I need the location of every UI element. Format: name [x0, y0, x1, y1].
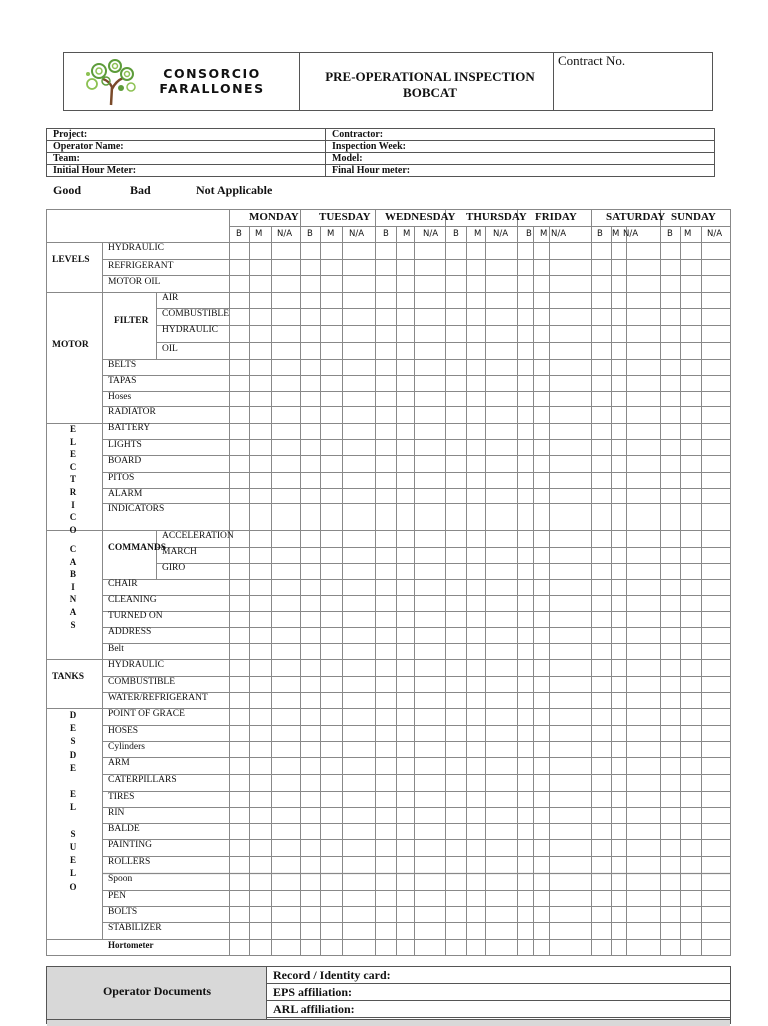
item-balde: BALDE	[108, 824, 140, 834]
sub-header-na: N/A	[493, 229, 509, 239]
category-desde-el-suelo: D E S D E E L S U E L O	[69, 710, 77, 892]
day-thursday: THURSDAY	[466, 211, 527, 223]
item-hoses-motor: Hoses	[108, 392, 132, 402]
operator-documents-label: Operator Documents	[102, 984, 212, 998]
inspection-grid	[46, 209, 731, 956]
item-march: MARCH	[162, 547, 197, 557]
item-filter-oil: OIL	[162, 344, 178, 354]
sub-header-good: B	[236, 229, 242, 239]
team-field[interactable]: Team:	[47, 153, 326, 165]
item-indicators: INDICATORS	[108, 504, 165, 514]
document-header	[63, 52, 713, 111]
sub-header-na: N/A	[551, 229, 567, 239]
item-belt: Belt	[108, 644, 124, 654]
item-filter-combustible: COMBUSTIBLE	[162, 309, 230, 319]
item-turned-on: TURNED ON	[108, 611, 163, 621]
item-tapas: TAPAS	[108, 376, 137, 386]
item-acceleration: ACCELERATION	[162, 531, 234, 541]
category-electrico: E L E C T R I C O	[69, 424, 77, 535]
item-motor-oil: MOTOR OIL	[108, 277, 161, 287]
final-hour-meter-field[interactable]: Final Hour meter:	[326, 165, 715, 177]
operator-documents-footer	[47, 1019, 730, 1026]
item-refrigerant: REFRIGERANT	[108, 261, 174, 271]
day-sunday: SUNDAY	[671, 211, 716, 223]
sub-header-bad: M	[474, 229, 482, 239]
item-lights: LIGHTS	[108, 440, 142, 450]
sub-header-bad: M	[255, 229, 263, 239]
item-chair: CHAIR	[108, 579, 138, 589]
day-saturday: SATURDAY	[606, 211, 666, 223]
item-hydraulic-tank: HYDRAULIC	[108, 660, 164, 670]
eps-affiliation-field[interactable]: EPS affiliation:	[267, 984, 730, 1001]
record-identity-field[interactable]: Record / Identity card:	[267, 967, 730, 984]
item-bolts: BOLTS	[108, 907, 138, 917]
item-alarm: ALARM	[108, 489, 143, 499]
item-rollers: ROLLERS	[108, 857, 151, 867]
item-rin: RIN	[108, 808, 125, 818]
item-cylinders: Cylinders	[108, 742, 145, 752]
item-painting: PAINTING	[108, 840, 152, 850]
category-motor: MOTOR	[52, 340, 89, 350]
company-name: CONSORCIO FARALLONES	[159, 66, 265, 96]
sub-header-na: N/A	[623, 229, 639, 239]
legend-good: Good	[53, 183, 82, 197]
day-monday: MONDAY	[249, 211, 299, 223]
model-field[interactable]: Model:	[326, 153, 715, 165]
sub-header-bad: M	[684, 229, 692, 239]
sub-header-na: N/A	[277, 229, 293, 239]
item-spoon: Spoon	[108, 874, 133, 884]
title-line-2: BOBCAT	[403, 85, 457, 100]
sub-header-good: B	[597, 229, 603, 239]
item-water-refrigerant: WATER/REFRIGERANT	[108, 693, 208, 703]
item-hydraulic-level: HYDRAULIC	[108, 243, 164, 253]
contract-number-label: Contract No.	[558, 53, 626, 68]
item-tires: TIRES	[108, 792, 135, 802]
sub-header-good: B	[307, 229, 313, 239]
item-filter-air: AIR	[162, 293, 179, 303]
category-filter: FILTER	[114, 316, 149, 326]
arl-affiliation-field[interactable]: ARL affiliation:	[267, 1001, 730, 1018]
item-giro: GIRO	[162, 563, 186, 573]
legend-not-applicable: Not Applicable	[196, 183, 273, 197]
item-filter-hydraulic: HYDRAULIC	[162, 325, 218, 335]
initial-hour-meter-field[interactable]: Initial Hour Meter:	[47, 165, 326, 177]
item-belts: BELTS	[108, 360, 137, 370]
day-tuesday: TUESDAY	[319, 211, 371, 223]
operator-documents	[46, 966, 731, 1024]
item-hoses: HOSES	[108, 726, 139, 736]
operator-name-field[interactable]: Operator Name:	[47, 141, 326, 153]
day-friday: FRIDAY	[535, 211, 577, 223]
sub-header-na: N/A	[423, 229, 439, 239]
item-battery: BATTERY	[108, 423, 151, 433]
day-wednesday: WEDNESDAY	[385, 211, 456, 223]
sub-header-na: N/A	[707, 229, 723, 239]
sub-header-good: B	[383, 229, 389, 239]
item-combustible-tank: COMBUSTIBLE	[108, 677, 176, 687]
sub-header-bad: M	[403, 229, 411, 239]
project-field[interactable]: Project:	[47, 129, 326, 141]
company-logo-icon	[81, 57, 141, 107]
sub-header-bad: M	[327, 229, 335, 239]
contractor-field[interactable]: Contractor:	[326, 129, 715, 141]
item-board: BOARD	[108, 456, 142, 466]
item-point-of-grace: POINT OF GRACE	[108, 709, 185, 719]
item-arm: ARM	[108, 758, 130, 768]
legend-bad: Bad	[130, 183, 151, 197]
sub-header-good: B	[453, 229, 459, 239]
sub-header-good: B	[667, 229, 673, 239]
sub-header-na: N/A	[349, 229, 365, 239]
sub-header-good: B	[526, 229, 532, 239]
sub-header-bad: M	[540, 229, 548, 239]
item-stabilizer: STABILIZER	[108, 923, 162, 933]
sub-header-bad: M	[612, 229, 620, 239]
document-title	[300, 69, 560, 101]
item-hortometer: Hortometer	[108, 940, 154, 950]
info-table	[46, 128, 715, 177]
category-tanks: TANKS	[52, 672, 85, 682]
item-caterpillars: CATERPILLARS	[108, 775, 177, 785]
category-cabinas: C A B I N A S	[69, 544, 77, 630]
item-cleaning: CLEANING	[108, 595, 157, 605]
item-pitos: PITOS	[108, 473, 135, 483]
inspection-week-field[interactable]: Inspection Week:	[326, 141, 715, 153]
item-pen: PEN	[108, 891, 126, 901]
item-radiator: RADIATOR	[108, 407, 156, 417]
item-address: ADDRESS	[108, 627, 152, 637]
category-commands: COMMANDS	[108, 543, 167, 553]
category-levels: LEVELS	[52, 255, 90, 265]
title-line-1: PRE-OPERATIONAL INSPECTION	[325, 69, 535, 84]
